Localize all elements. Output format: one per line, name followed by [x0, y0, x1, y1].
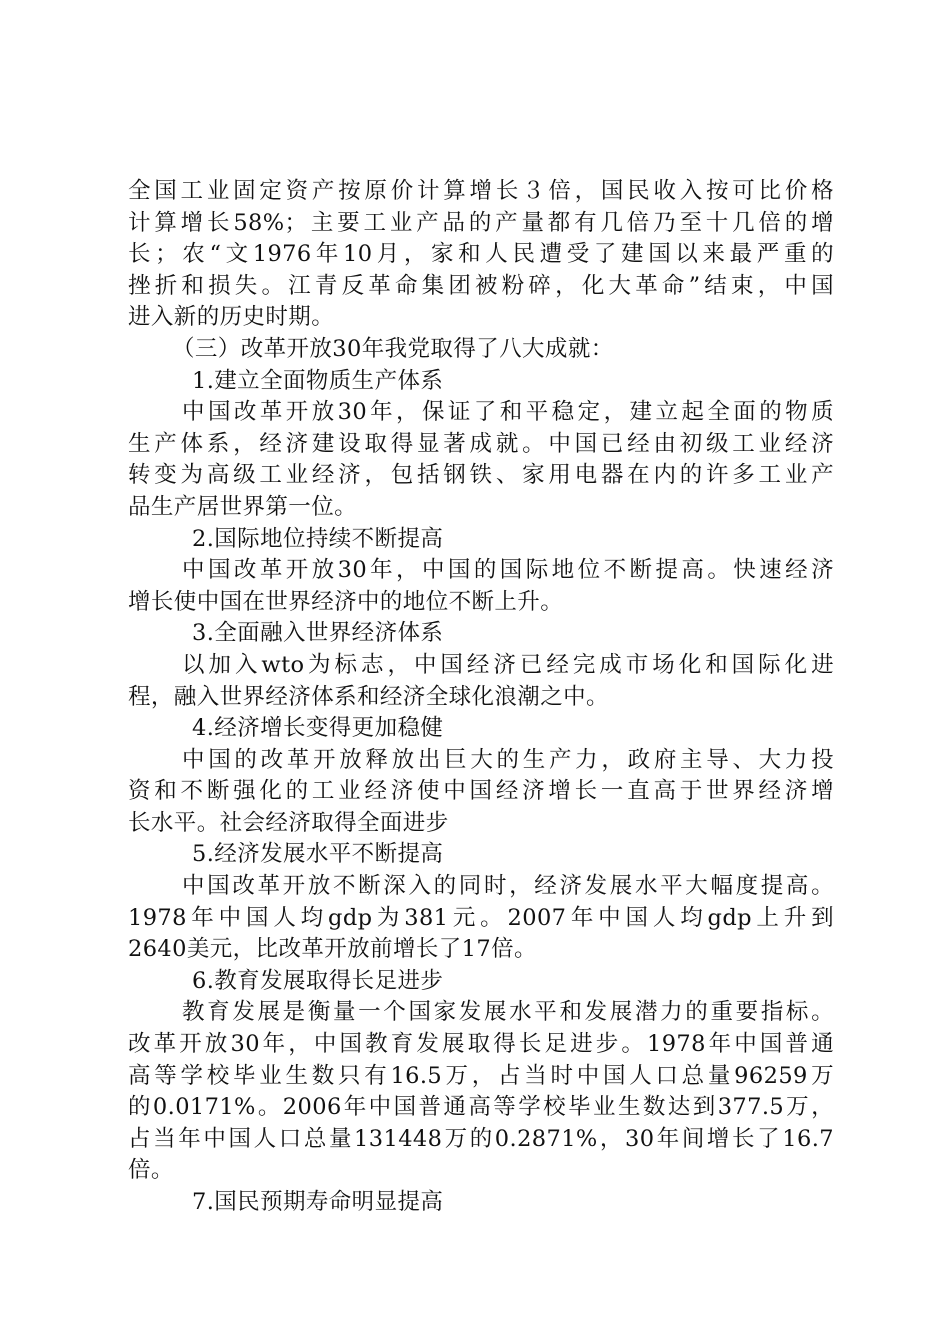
text-line: 长；农“文1976年10月，家和人民遭受了建国以来最严重的: [128, 241, 834, 268]
text-line: 的0.0171%。2006年中国普通高等学校毕业生数达到377.5万，: [128, 1094, 834, 1121]
achievement-item-5: [128, 839, 834, 965]
item-title: 6.教育发展取得长足进步: [192, 967, 444, 994]
text-line: 全国工业固定资产按原价计算增长３倍，国民收入按可比价格: [128, 178, 834, 204]
text-line: 2640美元，比改革开放前增长了17倍。: [128, 936, 537, 963]
text-line: 中国改革开放30年，保证了和平稳定，建立起全面的物质: [182, 399, 834, 426]
text-line: 教育发展是衡量一个国家发展水平和发展潜力的重要指标。: [182, 999, 834, 1026]
text-line: 中国改革开放不断深入的同时，经济发展水平大幅度提高。: [182, 873, 834, 900]
text-line: 中国的改革开放释放出巨大的生产力，政府主导、大力投: [182, 746, 834, 773]
achievement-item-2: [128, 524, 834, 619]
text-line: 高等学校毕业生数只有16.5万，占当时中国人口总量96259万: [128, 1062, 834, 1089]
achievement-item-3: [128, 618, 834, 713]
section-heading: （三）改革开放30年我党取得了八大成就：: [172, 335, 614, 362]
item-title: 7.国民预期寿命明显提高: [192, 1189, 444, 1215]
text-line: 长水平。社会经济取得全面进步: [128, 809, 449, 836]
text-line: 增长使中国在世界经济中的地位不断上升。: [128, 588, 564, 615]
text-line: 品生产居世界第一位。: [128, 493, 358, 520]
text-line: 以加入wto为标志，中国经济已经完成市场化和国际化进: [182, 651, 834, 678]
text-line: 1978年中国人均gdp为381元。2007年中国人均gdp上升到: [128, 904, 834, 931]
text-line: 生产体系，经济建设取得显著成就。中国已经由初级工业经济: [128, 430, 834, 457]
text-line: 改革开放30年，中国教育发展取得长足进步。1978年中国普通: [128, 1031, 834, 1058]
text-line: 占当年中国人口总量131448万的0.2871%，30年间增长了16.7: [128, 1125, 834, 1152]
achievement-item-4: [128, 713, 834, 839]
document-body: [128, 176, 834, 1219]
text-line: 资和不断强化的工业经济使中国经济增长一直高于世界经济增: [128, 778, 834, 805]
text-line: 程，融入世界经济体系和经济全球化浪潮之中。: [128, 683, 609, 710]
item-title: 2.国际地位持续不断提高: [192, 525, 444, 552]
text-line: 挫折和损失。江青反革命集团被粉碎，化大革命”结束，中国: [128, 272, 834, 299]
achievement-item-1: [128, 366, 834, 524]
text-line: 进入新的历史时期。: [128, 304, 335, 331]
intro-paragraph: [128, 176, 834, 334]
text-line: 转变为高级工业经济，包括钢铁、家用电器在内的许多工业产: [128, 462, 834, 489]
text-line: 倍。: [128, 1157, 174, 1184]
text-line: 计算增长58%；主要工业产品的产量都有几倍乃至十几倍的增: [128, 209, 834, 236]
item-title: 1.建立全面物质生产体系: [192, 367, 444, 394]
item-title: 5.经济发展水平不断提高: [192, 841, 444, 868]
achievement-item-7: [128, 1187, 834, 1219]
item-title: 4.经济增长变得更加稳健: [192, 715, 444, 742]
achievement-item-6: [128, 966, 834, 1187]
text-line: 中国改革开放30年，中国的国际地位不断提高。快速经济: [182, 557, 834, 584]
item-title: 3.全面融入世界经济体系: [192, 620, 444, 647]
